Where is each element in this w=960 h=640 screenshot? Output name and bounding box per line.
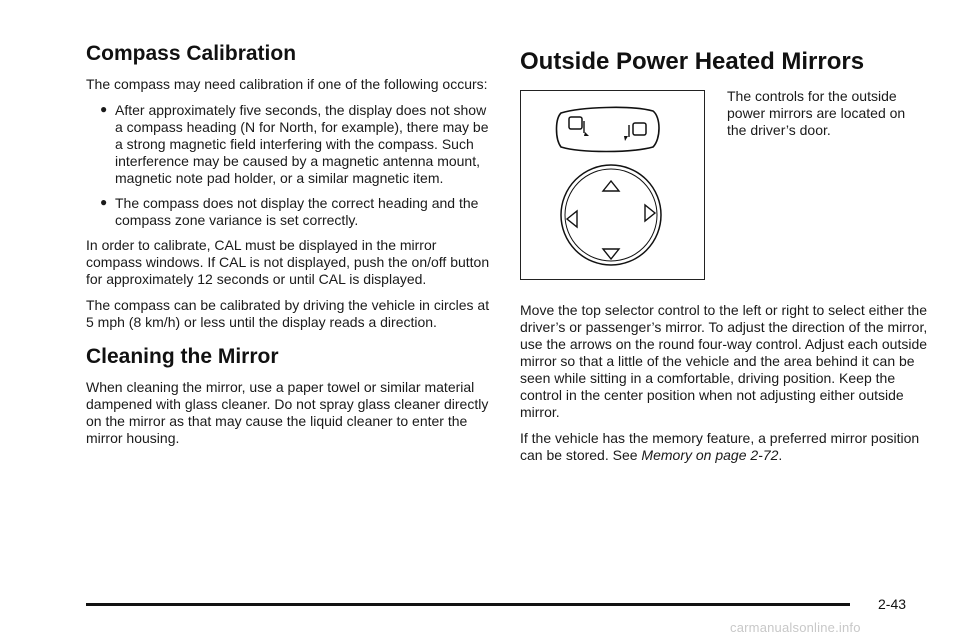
right-column: [520, 44, 930, 473]
list-item: [86, 195, 491, 229]
figure-caption: The controls for the outside power mirrors are located on the driver’s door.: [727, 88, 906, 138]
figure-row: [520, 90, 930, 280]
bullet-icon: ●: [100, 102, 108, 116]
watermark: carmanualsonline.info: [730, 620, 861, 635]
memory-reference-link[interactable]: Memory on page 2-72: [641, 447, 779, 463]
compass-calibrate-paragraph: In order to calibrate, CAL must be displayed in the mirror compass windows. If CAL is not displayed, push the on/off button for approximately 12 seconds or until CAL is displayed.: [86, 237, 490, 287]
memory-text: If the vehicle has the memory feature, a preferred mirror position can be stored. See: [520, 430, 920, 463]
compass-calibration-heading: Compass Calibration: [86, 42, 297, 65]
mirror-adjust-paragraph: Move the top selector control to the left or right to select either the driver’s or passenger’s mirror. To adjust the direction of the mirror, use the arrows on the round four-way control. Adjust each outside mirror so that a little of the vehicle and the area behind it can be seen while sitting in a comfortable, driving position. Keep the control in the center position when not adjusting either outside mirror.: [520, 302, 928, 420]
four-way-control-inner: [565, 169, 657, 261]
memory-paragraph: [520, 430, 930, 464]
left-arrow-icon: [567, 211, 577, 227]
page-number: 2-43: [878, 596, 907, 612]
mirror-control-drawing: [521, 91, 703, 278]
bullet-text: The compass does not display the correct heading and the compass zone variance is set correctly.: [115, 195, 479, 228]
right-arrow-icon: [645, 205, 655, 221]
footer-rule: [86, 603, 850, 606]
compass-bullet-list: [86, 102, 491, 229]
list-item: [86, 102, 491, 187]
passenger-mirror-icon: [624, 123, 646, 141]
outside-mirrors-heading: Outside Power Heated Mirrors: [520, 48, 865, 75]
cleaning-mirror-heading: Cleaning the Mirror: [86, 345, 279, 368]
mirror-control-illustration: [520, 90, 705, 280]
bullet-text: After approximately five seconds, the display does not show a compass heading (N for North, for example), there may be a strong magnetic field interfering with the compass. Such interference may be caused by a magnetic antenna mount, magnetic note pad holder, or a similar magnetic item.: [115, 102, 489, 186]
left-column: [86, 42, 491, 456]
compass-driving-paragraph: The compass can be calibrated by driving the vehicle in circles at 5 mph (8 km/h) or less until the display reads a direction.: [86, 297, 490, 330]
compass-intro: The compass may need calibration if one of the following occurs:: [86, 76, 488, 92]
down-arrow-icon: [603, 249, 619, 259]
driver-mirror-icon: [569, 117, 589, 136]
up-arrow-icon: [603, 181, 619, 191]
cleaning-paragraph: When cleaning the mirror, use a paper towel or similar material dampened with glass cleaner. Do not spray glass cleaner directly on the mirror as that may cause the liquid cleaner to enter the mirror housing.: [86, 379, 489, 446]
bullet-icon: ●: [100, 195, 108, 209]
memory-suffix: .: [778, 447, 783, 463]
